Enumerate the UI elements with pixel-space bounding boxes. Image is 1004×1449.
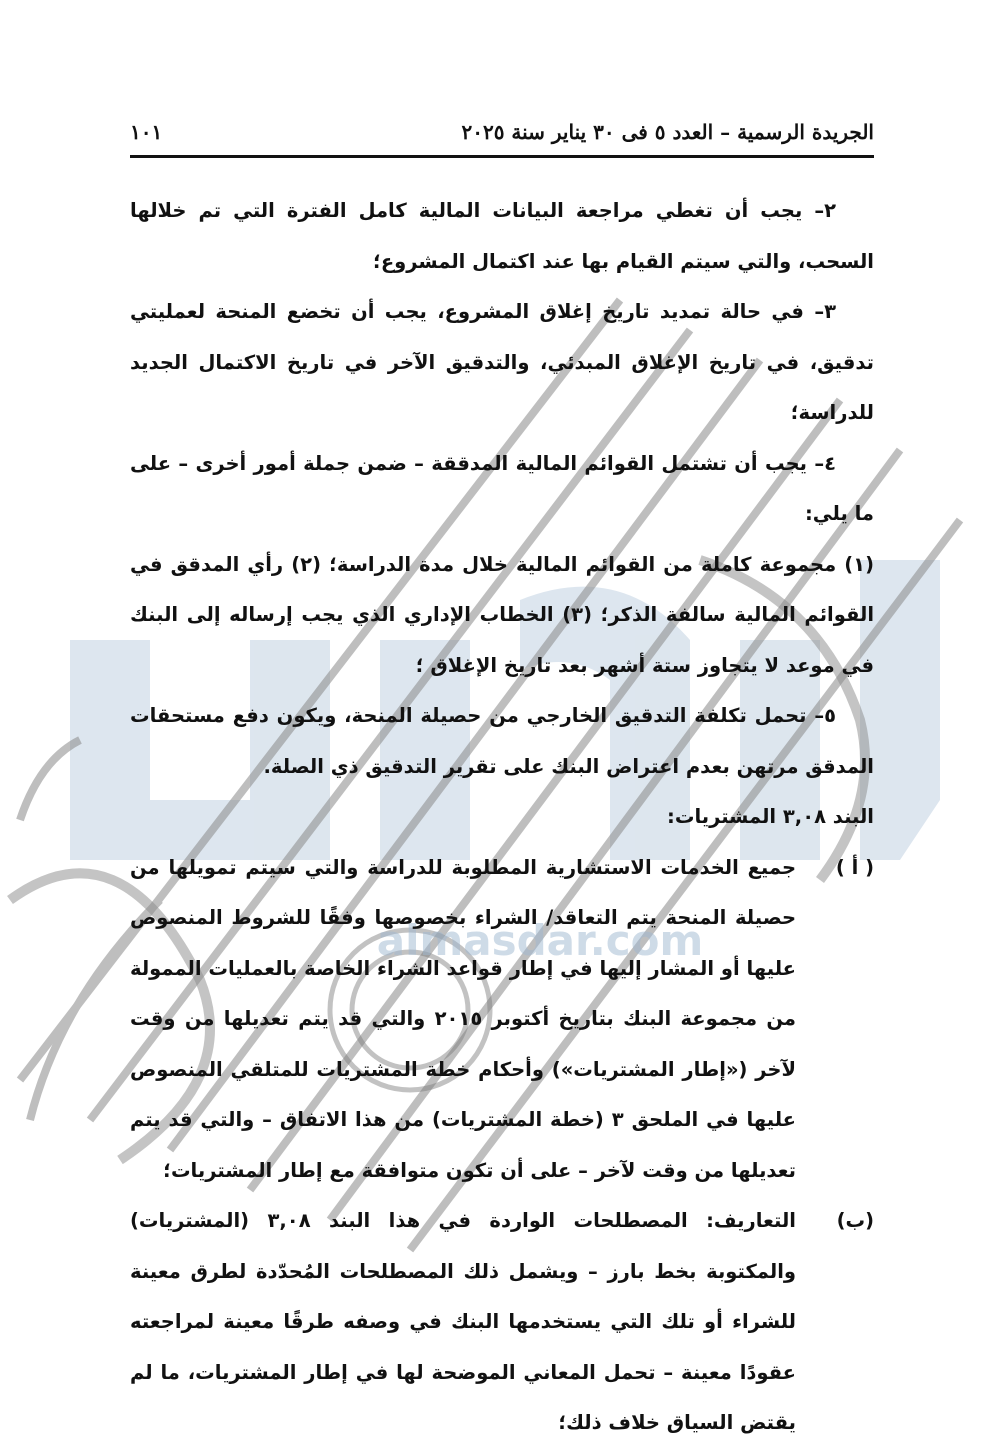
list-item-a-text: جميع الخدمات الاستشارية المطلوبة للدراسة والتي سيتم تمويلها من حصيلة المنحة يتم التعاقد/ الشراء بخصوصها وفقًا للشروط المنصوص عليها أو المشار إليها في إطار قواعد الشراء الخاصة بالعمليات الممولة من مجموعة البنك بتاريخ أكتوبر ٢٠١٥ والتي قد يتم تعديلها من وقت لآخر («إطار المشتريات») وأحكام خطة المشتريات للمتلقي المنصوص عليها في الملحق ٣ (خطة المشتريات) من هذا الاتفاق – والتي قد يتم تعديلها من وقت لآخر – على أن تكون متوافقة مع إطار المشتريات؛ — [130, 855, 796, 1182]
page-number: ١٠١ — [130, 120, 163, 144]
paragraph-3: ٣– في حالة تمديد تاريخ إغلاق المشروع، يجب أن تخضع المنحة لعمليتي تدقيق، في تاريخ الإغلاق المبدئي، والتدقيق الآخر في تاريخ الاكتمال الجديد للدراسة؛ — [130, 300, 874, 424]
watermark-text: almasdar.com — [376, 916, 704, 965]
section-heading: البند ٣,٠٨ المشتريات: — [667, 805, 874, 828]
list-item-a-label: ( أ ) — [835, 855, 874, 879]
page-header-title: الجريدة الرسمية – العدد ٥ فى ٣٠ يناير سنة ٢٠٢٥ — [461, 120, 874, 144]
paragraph-5: ٥– تحمل تكلفة التدقيق الخارجي من حصيلة المنحة، ويكون دفع مستحقات المدقق مرتهن بعدم اعتراض البنك على تقرير التدقيق ذي الصلة. — [130, 704, 874, 778]
page-header — [130, 112, 874, 152]
paragraph-2: ٢– يجب أن تغطي مراجعة البيانات المالية كامل الفترة التي تم خلالها السحب، والتي سيتم القيام بها عند اكتمال المشروع؛ — [130, 199, 874, 273]
paragraph-4-body: (١) مجموعة كاملة من القوائم المالية خلال مدة الدراسة؛ (٢) رأي المدقق في القوائم المالية سالفة الذكر؛ (٣) الخطاب الإداري الذي يجب إرساله إلى البنك في موعد لا يتجاوز ستة أشهر بعد تاريخ الإغلاق ؛ — [130, 552, 874, 677]
list-item-b — [130, 1196, 874, 1449]
list-item-b-text: التعاريف: المصطلحات الواردة في هذا البند ٣,٠٨ (المشتريات) والمكتوبة بخط بارز – ويشمل ذلك المصطلحات المُحدّدة لطرق معينة للشراء أو تلك التي يستخدمها البنك في وصفه طرقًا معينة لمراجعته عقودًا معينة – تحمل المعاني الموضحة لها في إطار المشتريات، ما لم يقتض السياق خلاف ذلك؛ — [130, 1209, 796, 1434]
list-item-a — [130, 843, 874, 1197]
header-divider — [130, 155, 874, 158]
paragraph-4-lead: ٤– يجب أن تشتمل القوائم المالية المدققة – ضمن جملة أمور أخرى – على ما يلي: — [130, 451, 874, 525]
document-body — [130, 186, 874, 1449]
list-item-b-label: (ب) — [836, 1209, 874, 1232]
